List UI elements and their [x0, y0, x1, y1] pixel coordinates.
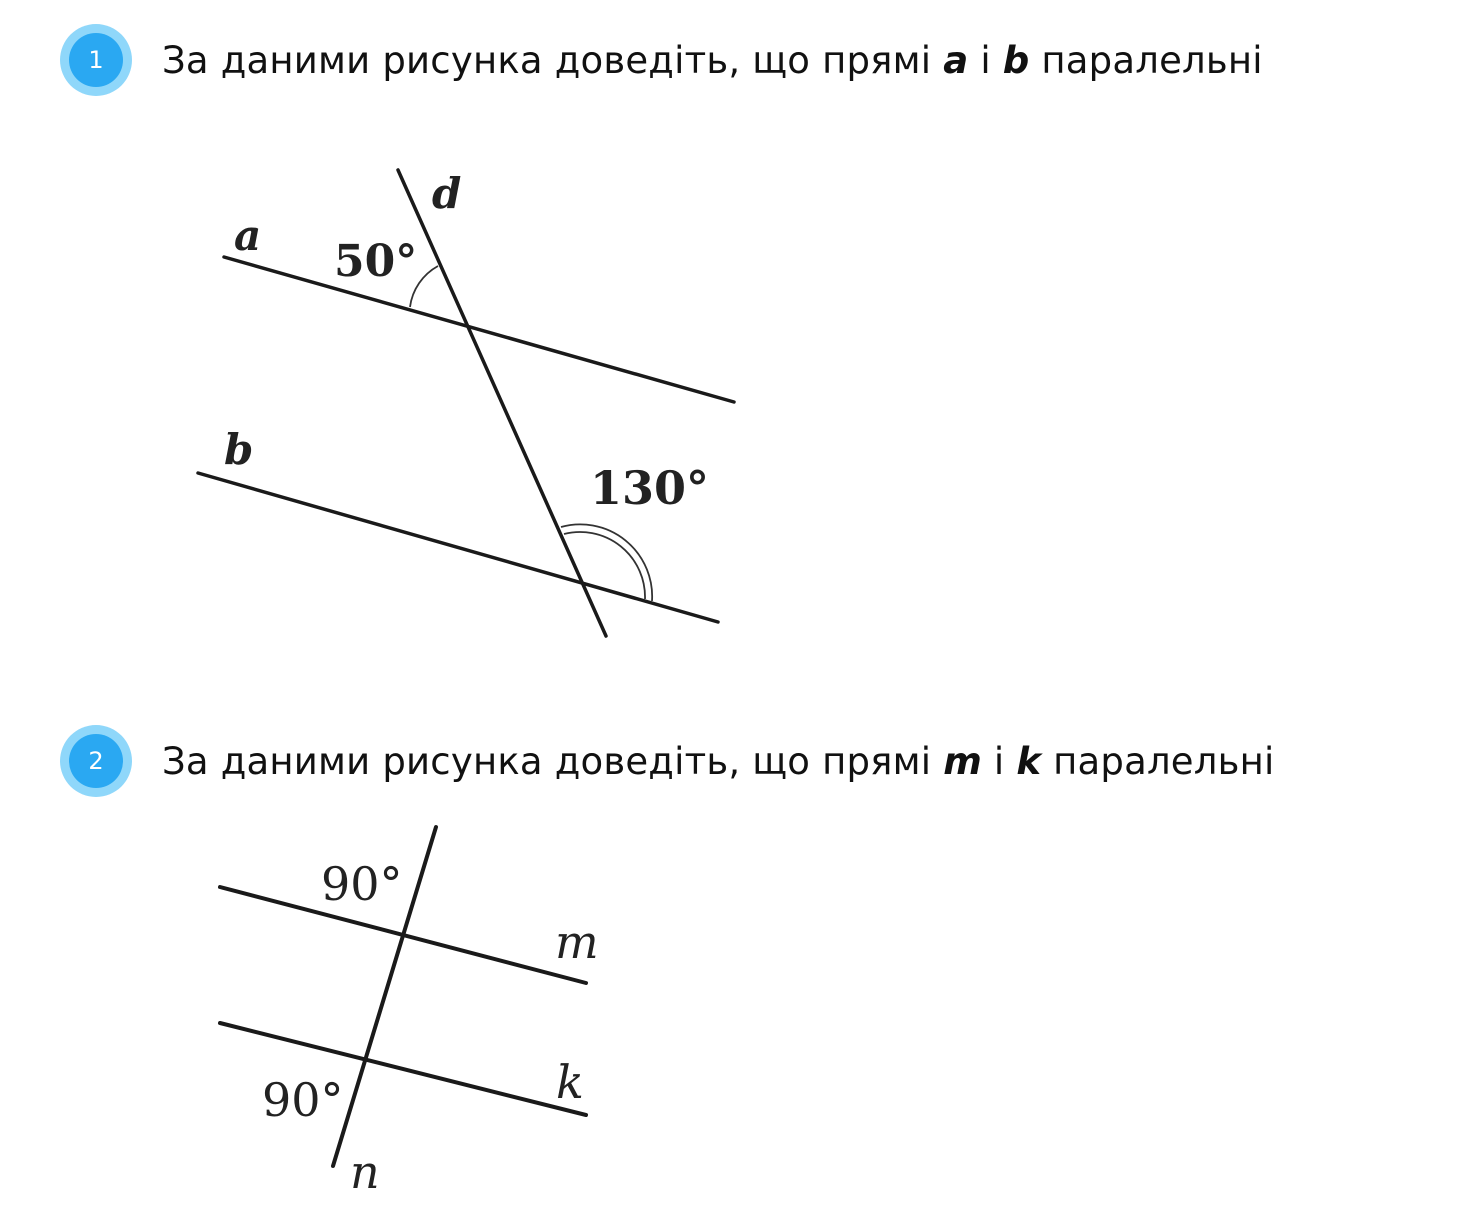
label-angle-90-top: 90°	[321, 857, 403, 911]
line-a	[224, 257, 734, 402]
label-line-d: d	[432, 169, 462, 218]
conjunction: і	[968, 38, 1003, 82]
line-d	[398, 170, 606, 636]
task-number-badge	[60, 725, 132, 797]
label-line-a: a	[234, 211, 262, 260]
label-line-k: k	[556, 1055, 584, 1109]
task-2-header	[60, 725, 1275, 797]
parallel-lines-diagram-2	[0, 800, 700, 1210]
task-2-figure	[0, 800, 700, 1214]
task-number: 2	[69, 734, 123, 788]
label-angle-90-bottom: 90°	[262, 1073, 344, 1127]
task-2-statement	[162, 740, 1275, 783]
statement-text: паралельні	[1041, 739, 1275, 783]
line-name: k	[1016, 739, 1042, 783]
label-line-m: m	[555, 915, 599, 969]
statement-text: паралельні	[1029, 38, 1263, 82]
statement-text: За даними рисунка доведіть, що прямі	[162, 38, 944, 82]
label-line-n: n	[350, 1145, 380, 1199]
task-number: 1	[69, 33, 123, 87]
parallel-lines-diagram-1	[0, 0, 800, 680]
line-name: a	[943, 38, 969, 82]
conjunction: і	[981, 739, 1017, 783]
label-angle-130: 130°	[590, 461, 710, 515]
task-1-figure	[0, 0, 800, 684]
statement-text: За даними рисунка доведіть, що прямі	[162, 739, 944, 783]
label-line-b: b	[224, 425, 254, 474]
line-name: m	[943, 739, 982, 783]
label-angle-50: 50°	[334, 236, 418, 287]
line-name: b	[1002, 38, 1030, 82]
